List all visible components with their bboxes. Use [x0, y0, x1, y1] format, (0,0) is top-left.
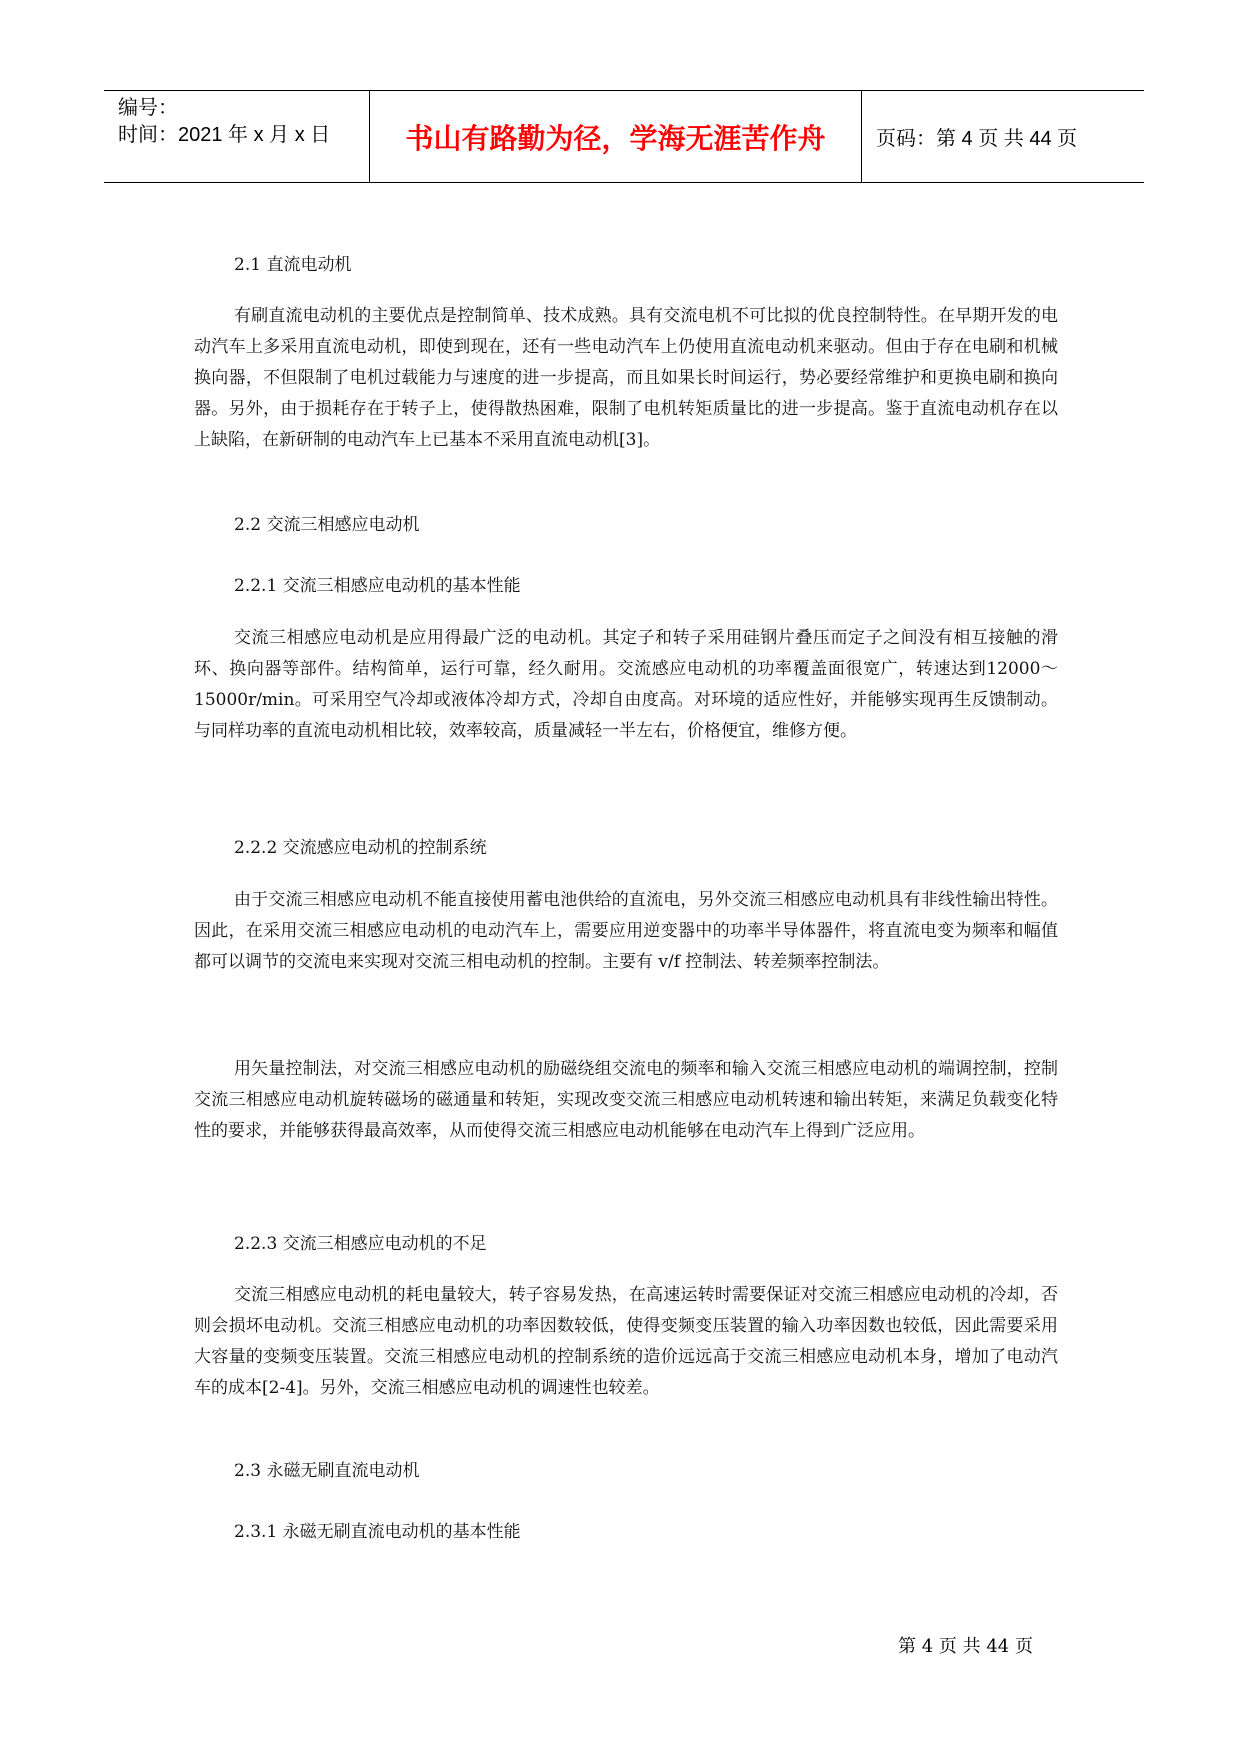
paragraph: 由于交流三相感应电动机不能直接使用蓄电池供给的直流电，另外交流三相感应电动机具有非线性输出特性。因此，在采用交流三相感应电动机的电动汽车上，需要应用逆变器中的功率半导体器件，将直流电变为频率和幅值都可以调节的交流电来实现对交流三相电动机的控制。主要有 v/f 控制法、转差频率控制法。: [194, 890, 1058, 972]
paragraph: 交流三相感应电动机是应用得最广泛的电动机。其定子和转子采用硅钢片叠压而定子之间没有相互接触的滑环、换向器等部件。结构简单，运行可靠，经久耐用。交流感应电动机的功率覆盖面很宽广，转速达到12000～15000r/min。可采用空气冷却或液体冷却方式，冷却自由度高。对环境的适应性好，并能够实现再生反馈制动。与同样功率的直流电动机相比较，效率较高，质量减轻一半左右，价格便宜，维修方便。: [194, 628, 1058, 741]
header-page-number: 页码：第 4 页 共 44 页: [876, 128, 1078, 150]
page-footer: 第 4 页 共 44 页: [898, 1636, 1033, 1657]
subsection-heading: 2.3.1 永磁无刷直流电动机的基本性能: [234, 1522, 521, 1542]
header-motto: 书山有路勤为径，学海无涯苦作舟: [370, 91, 862, 182]
header-meta: [104, 91, 370, 182]
paragraph: 有刷直流电动机的主要优点是控制简单、技术成熟。具有交流电机不可比拟的优良控制特性。在早期开发的电动汽车上多采用直流电动机，即使到现在，还有一些电动汽车上仍使用直流电动机来驱动。但由于存在电刷和机械换向器，不但限制了电机过载能力与速度的进一步提高，而且如果长时间运行，势必要经常维护和更换电刷和换向器。另外，由于损耗存在于转子上，使得散热困难，限制了电机转矩质量比的进一步提高。鉴于直流电动机存在以上缺陷，在新研制的电动汽车上已基本不采用直流电动机[3]。: [194, 306, 1058, 450]
section-heading: 2.2 交流三相感应电动机: [234, 515, 420, 535]
page-header: [104, 90, 1144, 183]
paragraph: 交流三相感应电动机的耗电量较大，转子容易发热，在高速运转时需要保证对交流三相感应电动机的冷却，否则会损坏电动机。交流三相感应电动机的功率因数较低，使得变频变压装置的输入功率因数也较低，因此需要采用大容量的变频变压装置。交流三相感应电动机的控制系统的造价远远高于交流三相感应电动机本身，增加了电动汽车的成本[2-4]。另外，交流三相感应电动机的调速性也较差。: [194, 1285, 1058, 1398]
paragraph: 用矢量控制法，对交流三相感应电动机的励磁绕组交流电的频率和输入交流三相感应电动机的端调控制，控制交流三相感应电动机旋转磁场的磁通量和转矩，实现改变交流三相感应电动机转速和输出转矩，来满足负载变化特性的要求，并能够获得最高效率，从而使得交流三相感应电动机能够在电动汽车上得到广泛应用。: [194, 1059, 1058, 1141]
subsection-heading: 2.2.1 交流三相感应电动机的基本性能: [234, 576, 521, 596]
document-code: 编号：: [118, 97, 178, 119]
section-heading: 2.3 永磁无刷直流电动机: [234, 1461, 420, 1481]
subsection-heading: 2.2.2 交流感应电动机的控制系统: [234, 838, 487, 858]
document-time: 时间：2021 年 x 月 x 日: [118, 124, 331, 146]
subsection-heading: 2.2.3 交流三相感应电动机的不足: [234, 1234, 487, 1254]
section-heading: 2.1 直流电动机: [234, 255, 352, 275]
